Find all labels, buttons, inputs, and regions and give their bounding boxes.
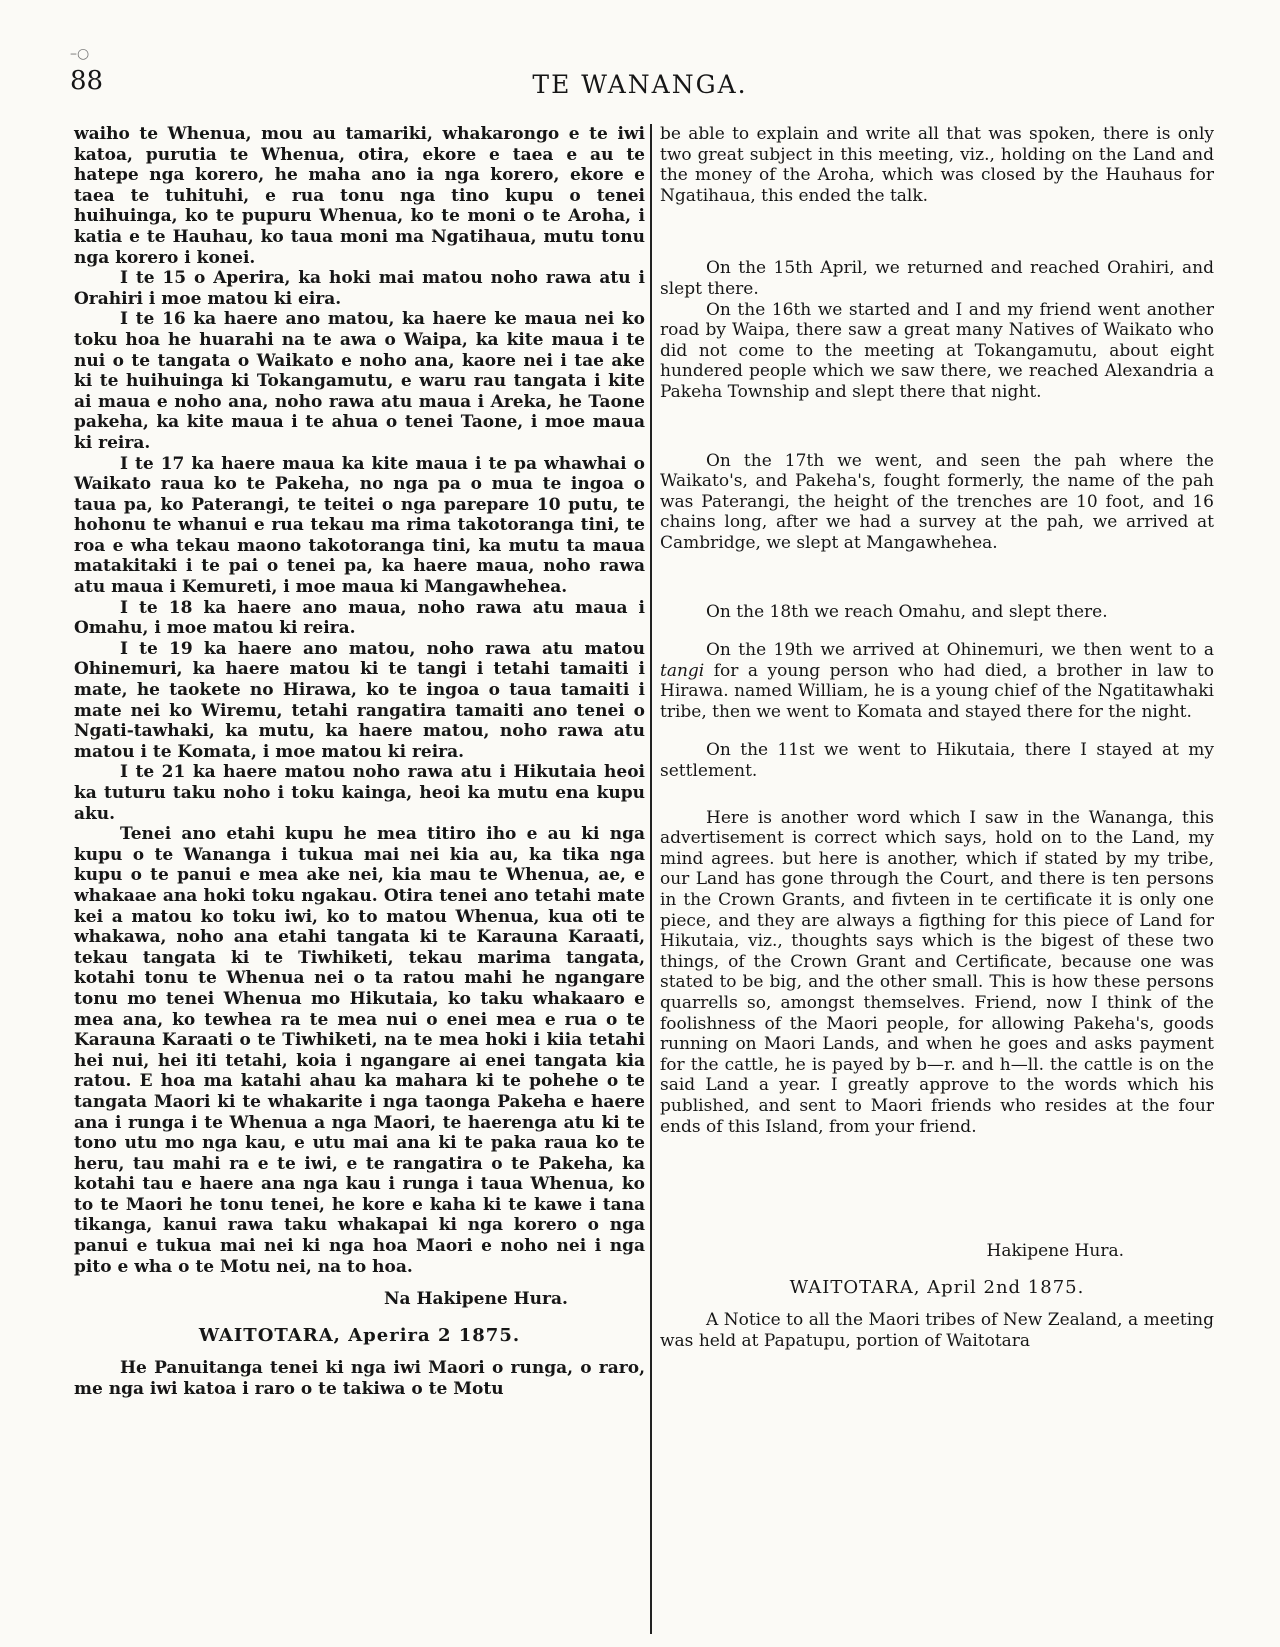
right-paragraph-9: A Notice to all the Maori tribes of New Zealand, a meeting was held at Papatupu, portion of Waitotara	[660, 1310, 1214, 1351]
english-column	[654, 124, 1214, 1631]
margin-mark: –○	[70, 46, 90, 62]
left-paragraph-8: Tenei ano etahi kupu he mea titiro iho e au ki nga kupu o te Wananga i tukua mai nei kia au, ka tika nga kupu o te panui e mea ake nei, kia mau te Whenua, ae, e whakaae ana hoki toku ngakau. Otira tenei ano tetahi mate kei a matou ko toku iwi, ko to matou Whenua, kua oti te whakawa, noho ana etahi tangata ki te Karauna Karaati, tekau tangata ki te Tiwhiketi, tekau marima tangata, kotahi tonu te Whenua nei o ta ratou mahi he ngangare tonu mo tenei Whenua mo Hikutaia, ko taku whakaaro e mea ana, ko tewhea ra te mea nui o enei mea e rua o te Karauna Karaati o te Tiwhiketi, na te mea hoki i kiia tetahi hei nui, hei iti tetahi, koia i ngangare ai enei tangata kia ratou. E hoa ma katahi ahau ka mahara ki te pohehe o te tangata Maori ki te whakarite i nga taonga Pakeha e haere ana i runga i te Whenua a nga Maori, te haerenga atu ki te tono utu mo nga kau, e utu mai ana ki te paka raua ko te heru, tau mahi ra e te iwi, e te rangatira o te Pakeha, ka kotahi tau e haere ana nga kau i runga i taua Whenua, ko to te Maori he tonu tenei, he kore e kaha ki te kawe i tana tikanga, kanui rawa taku whakapai ki nga korero o nga panui e tukua mai nei ki nga hoa Maori e noho nei i nga pito e wha o te Motu nei, na to hoa.	[74, 824, 645, 1277]
left-paragraph-4: I te 17 ka haere maua ka kite maua i te pa whawhai o Waikato raua ko te Pakeha, no nga pa o mua te ingoa o taua pa, ko Paterangi, te teitei o nga parepare 10 putu, te hohonu te whanui e rua tekau ma rima takotoranga tini, te roa e wha tekau maono takotoranga tini, ka mutu ta maua matakitaki i te pai o tenei pa, ka haere maua, noho rawa atu maua i Kemureti, i moe maua ki Mangawhehea.	[74, 453, 645, 598]
right-paragraph-7: On the 11st we went to Hikutaia, there I stayed at my settlement.	[660, 740, 1214, 782]
column-divider	[650, 124, 652, 1634]
newspaper-title: TE WANANGA.	[532, 70, 748, 99]
left-paragraph-2: I te 15 o Aperira, ka hoki mai matou noho rawa atu i Orahiri i moe matou ki eira.	[74, 268, 645, 309]
page-number: 88	[70, 66, 104, 96]
right-signature: Hakipene Hura.	[986, 1241, 1124, 1262]
right-heading: WAITOTARA, April 2nd 1875.	[789, 1277, 1085, 1299]
left-paragraph-9: He Panuitanga tenei ki nga iwi Maori o runga, o raro, me nga iwi katoa i raro o te takiwa o te Motu	[74, 1358, 645, 1399]
left-paragraph-1: waiho te Whenua, mou au tamariki, whakarongo e te iwi katoa, purutia te Whenua, otira, ekore e taea e au te hatepe nga korero, he maha ano ia nga korero, ekore e taea te tuhituhi, e rua tonu nga tino kupu o tenei huihuinga, ko te pupuru Whenua, ko te moni o te Aroha, i katia e te Hauhau, ko taua moni ma Ngatihaua, mutu tonu nga korero i konei.	[74, 124, 645, 268]
right-paragraph-5: On the 18th we reach Omahu, and slept there.	[706, 601, 1108, 622]
left-paragraph-6: I te 19 ka haere ano matou, noho rawa atu matou Ohinemuri, ka haere matou ki te tangi i tetahi tamaiti i mate, he taokete no Hirawa, ko te ingoa o taua tamaiti i mate nei ko Wiremu, tetahi rangatira tamaiti ano tenei o Ngati-tawhaki, ka mutu, ka haere matou, noho rawa atu matou i te Komata, i moe matou ki reira.	[74, 638, 645, 762]
right-paragraph-1: be able to explain and write all that was spoken, there is only two great subject in this meeting, viz., holding on the Land and the money of the Aroha, which was closed by the Hauhaus for Ngatihaua, this ended the talk.	[660, 124, 1214, 206]
right-paragraph-6-start: On the 19th we arrived at Ohinemuri, we then went to a	[706, 640, 1214, 661]
right-paragraph-6	[660, 640, 1214, 722]
right-paragraph-8: Here is another word which I saw in the Wananga, this advertisement is correct which says, hold on to the Land, my mind agrees. but here is another, which if stated by my tribe, our Land has gone through the Court, and there is ten persons in the Crown Grants, and fivteen in te certificate it is only one piece, and they are always a figthing for this piece of Land for Hikutaia, viz., thoughts says which is the bigest of these two things, of the Crown Grant and Certificate, because one was stated to be big, and the other small. This is how these persons quarrells so, amongst themselves. Friend, now I think of the foolishness of the Maori people, for allowing Pakeha's, goods running on Maori Lands, and when he goes and asks payment for the cattle, he is payed by b—r. and h—ll. the cattle is on the said Land a year. I greatly approve to the words which his published, and sent to Maori friends who resides at the four ends of this Island, from your friend.	[660, 807, 1214, 1137]
right-paragraph-2: On the 15th April, we returned and reached Orahiri, and slept there.	[660, 258, 1214, 299]
left-signature: Na Hakipene Hura.	[384, 1289, 568, 1310]
left-paragraph-3: I te 16 ka haere ano matou, ka haere ke maua nei ko toku hoa he huarahi na te awa o Waipa, ka kite maua i te nui o te tangata o Waikato e noho ana, kaore nei i tae ake ki te huihuinga ki Tokangamutu, e waru rau tangata i kite ai maua e noho ana, noho rawa atu maua i Areka, he Taone pakeha, ka kite maua i te ahua o tenei Taone, i moe maua ki reira.	[74, 309, 645, 453]
right-paragraph-4: On the 17th we went, and seen the pah where the Waikato's, and Pakeha's, fought formerly, the name of the pah was Paterangi, the height of the trenches are 10 foot, and 16 chains long, after we had a survey at the pah, we arrived at Cambridge, we slept at Mangawhehea.	[660, 450, 1214, 553]
left-paragraph-5: I te 18 ka haere ano maua, noho rawa atu maua i Omahu, i moe matou ki reira.	[74, 597, 645, 639]
maori-column	[74, 124, 649, 1631]
left-heading: WAITOTARA, Aperira 2 1875.	[198, 1325, 521, 1347]
right-paragraph-6-end: for a young person who had died, a brother in law to Hirawa. named William, he is a young chief of the Ngatitawhaki tribe, then we went to Komata and stayed there for the night.	[660, 660, 1214, 722]
right-paragraph-3: On the 16th we started and I and my friend went another road by Waipa, there saw a great many Natives of Waikato who did not come to the meeting at Tokangamutu, about eight hundered people which we saw there, we reached Alexandria a Pakeha Township and slept there that night.	[660, 299, 1214, 402]
tangi-word: tangi	[660, 660, 705, 681]
left-paragraph-7: I te 21 ka haere matou noho rawa atu i Hikutaia heoi ka tuturu taku noho i toku kainga, heoi ka mutu ena kupu aku.	[74, 762, 645, 824]
